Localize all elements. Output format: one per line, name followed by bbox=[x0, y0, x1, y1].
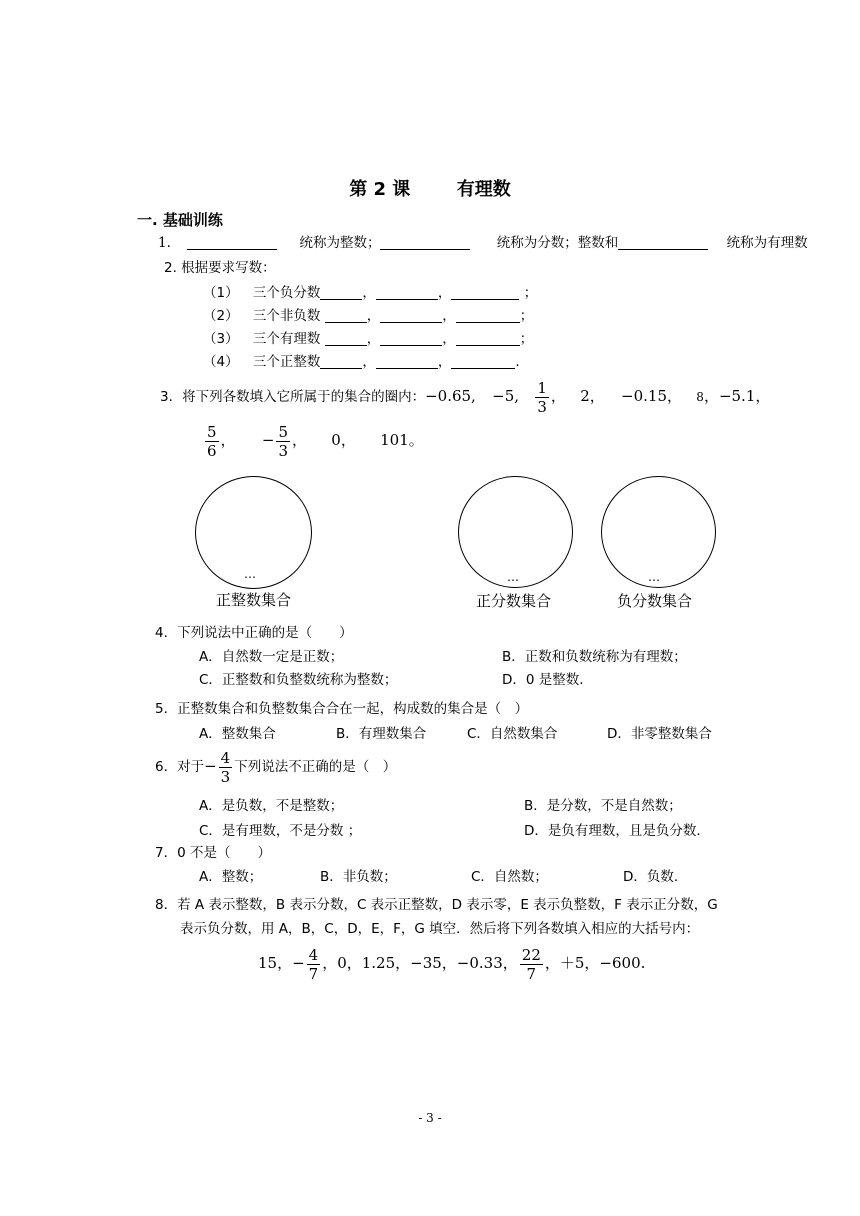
q8-numbers-part-2: ，0，1.25，−35，−0.33， bbox=[322, 954, 518, 972]
page-title bbox=[0, 175, 860, 201]
q3-number: 8 bbox=[696, 390, 704, 404]
q5-option-b[interactable]: B．有理数集合 bbox=[336, 726, 427, 742]
q2-item-end: ； bbox=[523, 285, 538, 301]
q6-option-c[interactable]: C．是有理数，不是分数 ； bbox=[199, 823, 362, 839]
q2-item-number: （1） bbox=[203, 285, 239, 301]
q3-fraction-5-3 bbox=[276, 423, 290, 460]
q3-number: 0， bbox=[331, 431, 356, 449]
q3-number: 101。 bbox=[380, 431, 424, 449]
q2-item-label: 三个负分数 bbox=[252, 285, 321, 301]
q3-number: 2， bbox=[580, 387, 605, 405]
q2-item-number: （2） bbox=[203, 308, 239, 324]
q6-option-d[interactable]: D．是负有理数，且是负分数. bbox=[524, 823, 701, 839]
q2-item-label: 三个有理数 bbox=[252, 331, 321, 347]
q4-option-b[interactable]: B．正数和负数统称为有理数； bbox=[502, 649, 687, 665]
answer-blank[interactable] bbox=[325, 330, 367, 346]
question-8-numbers bbox=[258, 943, 645, 983]
q3-separator: ， bbox=[291, 431, 307, 449]
q4-option-d[interactable]: D．0 是整数. bbox=[502, 672, 584, 688]
q8-fraction-4-7 bbox=[307, 946, 321, 983]
q2-item-number: （3） bbox=[203, 331, 239, 347]
numerator: 5 bbox=[278, 423, 288, 441]
answer-blank[interactable] bbox=[376, 284, 438, 300]
numerator: 5 bbox=[207, 423, 217, 441]
minus-sign: − bbox=[261, 431, 275, 449]
q6-fraction-4-3 bbox=[219, 749, 233, 786]
q2-item-label: 三个非负数 bbox=[252, 308, 321, 324]
ellipsis-dots: … bbox=[244, 567, 258, 581]
ellipsis-dots: … bbox=[507, 570, 521, 584]
numerator: 4 bbox=[220, 749, 231, 767]
denominator: 3 bbox=[220, 768, 231, 786]
q5-option-c[interactable]: C．自然数集合 bbox=[467, 726, 558, 742]
q1-number: 1. bbox=[158, 235, 171, 251]
section-heading: 一. 基础训练 bbox=[137, 211, 223, 229]
q6-option-a[interactable]: A．是负数，不是整数； bbox=[199, 798, 344, 814]
numerator: 1 bbox=[537, 379, 547, 397]
question-8-line-2: 表示负分数，用 A，B，C，D，E，F，G 填空．然后将下列各数填入相应的大括号内： bbox=[180, 921, 700, 937]
page-number: - 3 - bbox=[418, 1111, 442, 1125]
denominator: 3 bbox=[278, 442, 288, 460]
q8-numbers-part-3: ，＋5，−600. bbox=[544, 954, 646, 972]
q8-fraction-22-7 bbox=[520, 946, 543, 983]
answer-blank[interactable] bbox=[320, 284, 362, 300]
question-7-heading: 7．0 不是（ ） bbox=[155, 845, 271, 861]
answer-blank[interactable] bbox=[376, 353, 438, 369]
q7-option-c[interactable]: C．自然数； bbox=[471, 869, 548, 885]
q6-option-b[interactable]: B．是分数，不是自然数； bbox=[524, 798, 682, 814]
q2-item-4: （4） 三个正整数 ， ， . bbox=[203, 354, 520, 370]
answer-blank[interactable] bbox=[451, 284, 519, 300]
denominator: 6 bbox=[207, 442, 217, 460]
circle-label-positive-fractions: 正分数集合 bbox=[476, 592, 552, 610]
q1-text-3: 统称为有理数 bbox=[726, 235, 808, 251]
q3-number: −0.15， bbox=[621, 387, 682, 405]
q5-option-a[interactable]: A．整数集合 bbox=[199, 726, 276, 742]
q8-numbers-part-1: 15，− bbox=[258, 954, 305, 972]
q6-prefix: 6．对于 bbox=[155, 759, 205, 775]
q3-heading: 3．将下列各数填入它所属于的集合的圈内： bbox=[160, 389, 426, 405]
q4-option-a[interactable]: A．自然数一定是正数； bbox=[199, 649, 344, 665]
denominator: 7 bbox=[308, 964, 319, 983]
denominator: 7 bbox=[526, 964, 537, 983]
answer-blank[interactable] bbox=[325, 307, 367, 323]
answer-blank[interactable] bbox=[320, 353, 362, 369]
q1-text-2: 统称为分数；整数和 bbox=[496, 235, 619, 251]
q5-option-d[interactable]: D．非零整数集合 bbox=[607, 726, 712, 742]
q6-suffix: 下列说法不正确的是（ ） bbox=[234, 759, 397, 775]
q1-blank-3[interactable] bbox=[618, 234, 708, 250]
answer-blank[interactable] bbox=[380, 307, 442, 323]
q3-fraction-1-3 bbox=[535, 379, 549, 416]
q3-separator: ， bbox=[550, 387, 566, 405]
question-3-line-2 bbox=[203, 420, 424, 461]
q1-text-1: 统称为整数； bbox=[299, 235, 381, 251]
question-3-line-1 bbox=[160, 376, 770, 417]
q7-option-a[interactable]: A．整数； bbox=[199, 869, 263, 885]
q3-separator: ， bbox=[220, 431, 236, 449]
q2-item-number: （4） bbox=[203, 354, 239, 370]
q7-option-b[interactable]: B．非负数； bbox=[320, 869, 397, 885]
answer-blank[interactable] bbox=[456, 330, 520, 346]
minus-sign: − bbox=[204, 757, 217, 775]
q3-number: −5, bbox=[492, 387, 520, 405]
q2-item-end: . bbox=[515, 354, 520, 370]
question-5-heading: 5．正整数集合和负整数集合合在一起，构成数的集合是（ ） bbox=[155, 701, 529, 717]
circle-label-positive-integers: 正整数集合 bbox=[216, 591, 292, 609]
question-1 bbox=[158, 234, 808, 252]
q2-item-1: （1） 三个负分数 ， ， ； bbox=[203, 285, 538, 301]
q2-item-3: （3） 三个有理数 ， ， ； bbox=[203, 331, 534, 347]
q1-blank-1[interactable] bbox=[187, 234, 277, 250]
question-8-line-1: 8．若 A 表示整数，B 表示分数，C 表示正整数，D 表示零，E 表示负整数，F 表示正分数，G bbox=[155, 897, 718, 913]
q1-blank-2[interactable] bbox=[380, 234, 470, 250]
question-6-heading bbox=[155, 746, 396, 787]
q2-item-label: 三个正整数 bbox=[252, 354, 321, 370]
q2-item-end: ； bbox=[519, 308, 534, 324]
ellipsis-dots: … bbox=[648, 570, 662, 584]
q4-option-c[interactable]: C．正整数和负整数统称为整数； bbox=[199, 672, 398, 688]
answer-blank[interactable] bbox=[456, 307, 520, 323]
denominator: 3 bbox=[537, 398, 547, 416]
title-topic: 有理数 bbox=[456, 179, 511, 200]
answer-blank[interactable] bbox=[451, 353, 515, 369]
q3-number: −0.65, bbox=[425, 387, 476, 405]
q3-fraction-5-6 bbox=[205, 423, 219, 460]
q2-item-2: （2） 三个非负数 ， ， ； bbox=[203, 308, 534, 324]
q3-number: ，−5.1， bbox=[703, 387, 771, 405]
question-2-heading: 2. 根据要求写数： bbox=[164, 260, 276, 276]
question-4-heading: 4．下列说法中正确的是（ ） bbox=[155, 625, 353, 641]
numerator: 4 bbox=[308, 945, 319, 964]
answer-blank[interactable] bbox=[380, 330, 442, 346]
title-lesson: 第 2 课 bbox=[349, 179, 411, 200]
q2-item-end: ； bbox=[519, 331, 534, 347]
q7-option-d[interactable]: D．负数. bbox=[623, 869, 679, 885]
numerator: 22 bbox=[521, 945, 541, 964]
circle-label-negative-fractions: 负分数集合 bbox=[617, 592, 693, 610]
